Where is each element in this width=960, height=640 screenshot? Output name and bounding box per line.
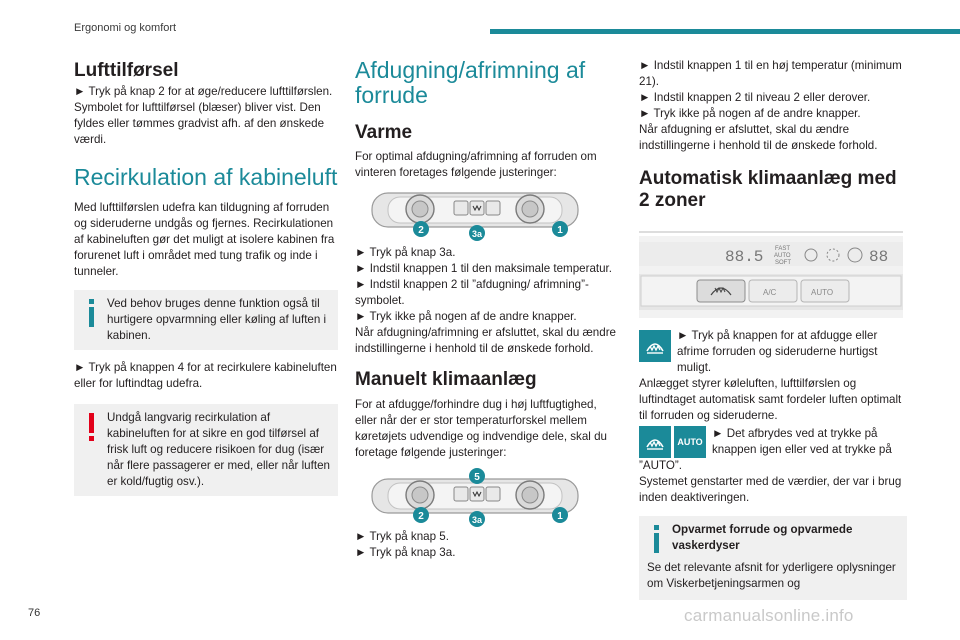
badge-5 bbox=[469, 468, 485, 484]
paragraph: Med lufttilførslen udefra kan tildugning af forruden og sideruderne undgås og fjernes. Recirkulationen af kabineluften gør det muligt at isolere kabinen fra forurenet luft i området med tung trafik og inde i tunneler. bbox=[74, 201, 335, 278]
svg-text:1: 1 bbox=[557, 511, 563, 522]
info-text: Se det relevante afsnit for yderligere oplysninger om Viskerbetjeningsarmen og bbox=[647, 561, 896, 590]
paragraph: Når afdugning/afrimning er afsluttet, skal du ændre indstillingerne i henhold til de ønskede forhold. bbox=[355, 326, 617, 355]
header-accent-bar bbox=[490, 29, 960, 34]
info-box bbox=[639, 516, 907, 560]
info-text: Ved behov bruges denne funktion også til hurtigere opvarmning eller køling af luften i kabinen. bbox=[107, 297, 327, 342]
paragraph: Symbolet for lufttilførsel (blæser) bliver vist. Den fyldes eller tømmes gradvist afh. af den ønskede værdi. bbox=[74, 101, 325, 146]
column-1 bbox=[74, 60, 338, 496]
svg-text:FAST: FAST bbox=[775, 246, 791, 252]
control-panel-illustration bbox=[370, 187, 580, 243]
svg-text:3a: 3a bbox=[471, 515, 483, 525]
paragraph: ► Det afbrydes ved at trykke på knappen igen eller ved at trykke på ”AUTO”. bbox=[639, 427, 892, 472]
step: ► Tryk på knap 5. bbox=[355, 530, 449, 543]
svg-text:SOFT: SOFT bbox=[775, 260, 791, 266]
paragraph: ► Tryk på knappen 4 for at recirkulere kabineluften eller for luftindtag udefra. bbox=[74, 361, 337, 390]
info-box bbox=[74, 290, 338, 350]
svg-text:1: 1 bbox=[557, 225, 563, 236]
paragraph: For at afdugge/forhindre dug i høj luftfugtighed, eller når der er stor temperaturforskel mellem køretøjets udvendige og indvendige dele, skal du foretage følgende justeringer: bbox=[355, 398, 607, 459]
svg-text:A/C: A/C bbox=[763, 288, 777, 297]
control-panel-illustration-2 bbox=[370, 467, 580, 529]
info-icon bbox=[83, 298, 101, 328]
svg-text:5: 5 bbox=[474, 472, 480, 483]
defrost-max-icon bbox=[639, 426, 671, 458]
step: ► Indstil knappen 2 til niveau 2 eller derover. bbox=[639, 91, 871, 104]
heading-lufttilforsel: Lufttilførsel bbox=[74, 60, 179, 81]
info-box-continued bbox=[639, 560, 907, 600]
badge-3a bbox=[469, 225, 485, 241]
step: ► Tryk på knap 3a. bbox=[355, 546, 456, 559]
paragraph: For optimal afdugning/afrimning af forruden om vinteren foretages følgende justeringer: bbox=[355, 150, 597, 179]
step: ► Tryk på knap 3a. bbox=[355, 246, 456, 259]
info-title: Opvarmet forrude og opvarmede vaskerdyser bbox=[672, 523, 853, 552]
badge-3a bbox=[469, 511, 485, 527]
warning-text: Undgå langvarig recirkulation af kabineluften for at sikre en god tilførsel af frisk luft og reducere risikoen for dug (især når flere passagerer er med, eller når luften er kold/fugtig osv.). bbox=[107, 411, 330, 488]
watermark: carmanualsonline.info bbox=[684, 606, 854, 625]
badge-1 bbox=[552, 221, 568, 237]
heading-afdugning: Afdugning/afrimning af forrude bbox=[355, 57, 586, 108]
heading-manuelt: Manuelt klimaanlæg bbox=[355, 369, 537, 390]
column-3 bbox=[639, 58, 907, 600]
badge-1 bbox=[552, 507, 568, 523]
heading-recirkulation: Recirkulation af kabineluft bbox=[74, 164, 338, 190]
heading-varme: Varme bbox=[355, 122, 413, 143]
paragraph: Når afdugning er afsluttet, skal du ændre indstillingerne i henhold til de ønskede forhold. bbox=[639, 123, 878, 152]
step: ► Indstil knappen 1 til en høj temperatur (minimum 21). bbox=[639, 59, 902, 88]
svg-text:2: 2 bbox=[418, 511, 424, 522]
defrost-max-icon bbox=[639, 330, 671, 362]
section-header: Ergonomi og komfort bbox=[74, 22, 177, 34]
warning-box bbox=[74, 404, 338, 496]
paragraph: Anlægget styrer køleluften, lufttilførslen og luftindtaget automatisk samt fordeler luften optimalt til forruden og sideruderne. bbox=[639, 377, 902, 422]
svg-text:AUTO: AUTO bbox=[774, 253, 791, 259]
auto-climate-panel-illustration bbox=[639, 228, 903, 318]
badge-2 bbox=[413, 221, 429, 237]
svg-text:2: 2 bbox=[418, 225, 424, 236]
svg-text:AUTO: AUTO bbox=[811, 288, 834, 297]
paragraph: ► Tryk på knappen for at afdugge eller afrime forruden og sideruderne hurtigst muligt. bbox=[677, 329, 878, 374]
info-icon bbox=[648, 524, 666, 554]
step: ► Indstil knappen 1 til den maksimale temperatur. bbox=[355, 262, 613, 275]
svg-text:88: 88 bbox=[869, 248, 889, 266]
auto-icon: AUTO bbox=[674, 426, 706, 458]
page-number: 76 bbox=[28, 607, 41, 619]
warning-icon bbox=[83, 412, 101, 442]
step: ► Indstil knappen 2 til ”afdugning/ afrimning”-symbolet. bbox=[355, 278, 589, 307]
badge-2 bbox=[413, 507, 429, 523]
paragraph: ► Tryk på knap 2 for at øge/reducere lufttilførslen. bbox=[74, 85, 333, 98]
step: ► Tryk ikke på nogen af de andre knapper. bbox=[639, 107, 861, 120]
step: ► Tryk ikke på nogen af de andre knapper. bbox=[355, 310, 577, 323]
heading-auto-klima: Automatisk klimaanlæg med 2 zoner bbox=[639, 168, 897, 211]
column-2 bbox=[355, 58, 620, 561]
paragraph: Systemet genstarter med de værdier, der var i brug inden deaktiveringen. bbox=[639, 475, 902, 504]
svg-text:3a: 3a bbox=[471, 229, 483, 239]
svg-text:88.5: 88.5 bbox=[725, 248, 764, 266]
